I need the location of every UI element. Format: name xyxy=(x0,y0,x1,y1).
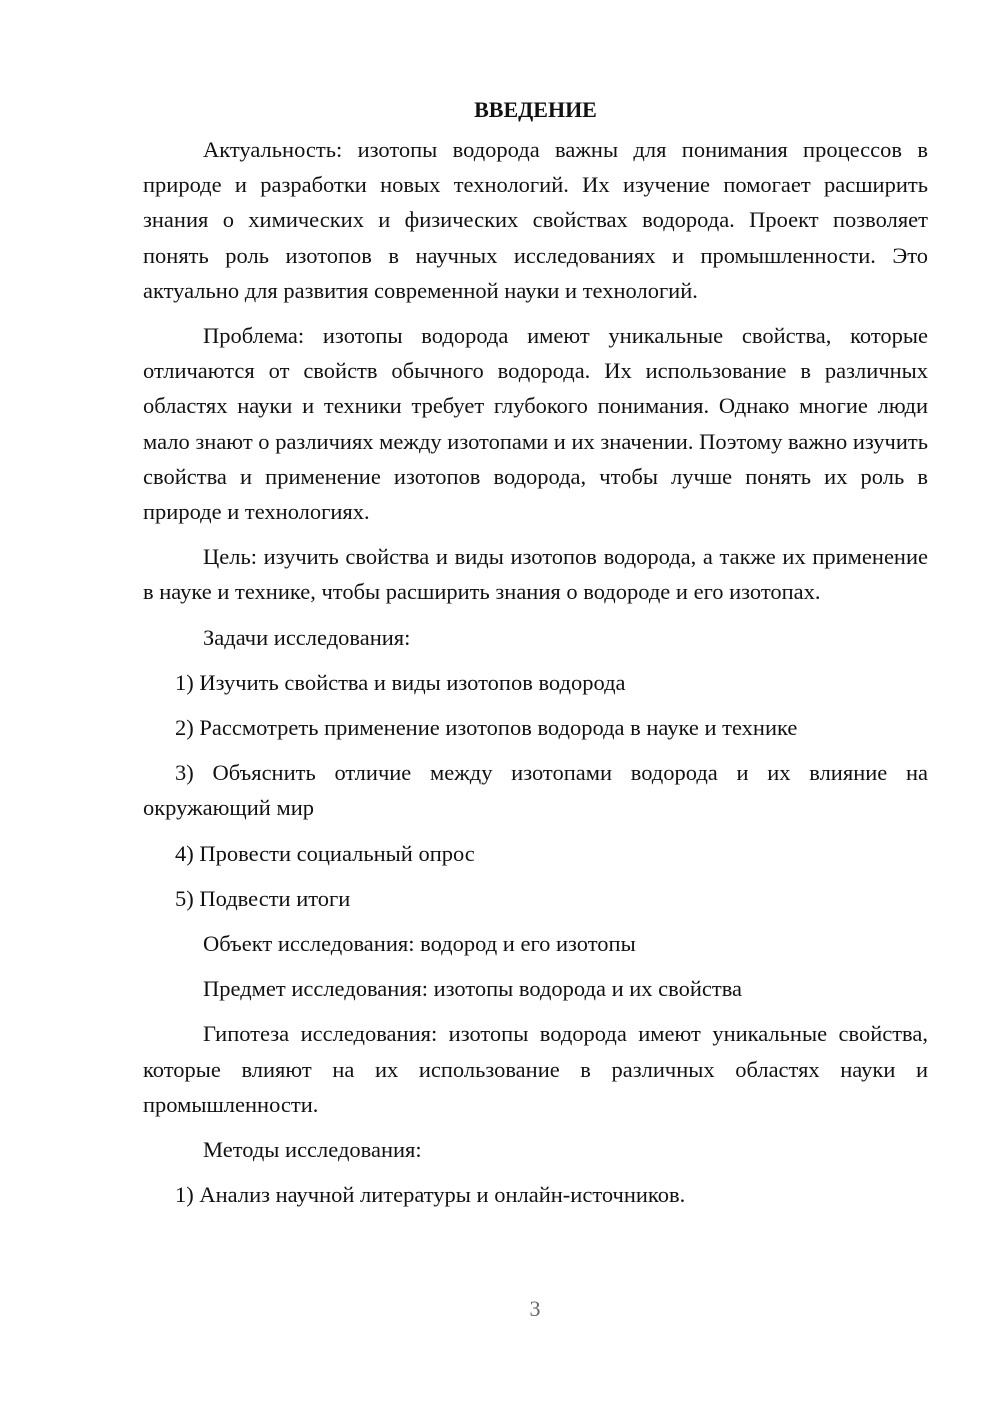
paragraph-tasks-heading: Задачи исследования: xyxy=(203,624,411,650)
task-item-4: 4) Провести социальный опрос xyxy=(175,840,475,866)
paragraph-object: Объект исследования: водород и его изотопы xyxy=(203,931,636,957)
task-item-1: 1) Изучить свойства и виды изотопов водорода xyxy=(175,669,626,695)
paragraph-goal: Цель: изучить свойства и виды изотопов водорода, а также их применение в науке и технике, чтобы расширить знания о водороде и его изотопах. xyxy=(143,544,928,605)
paragraph-subject: Предмет исследования: изотопы водорода и их свойства xyxy=(203,976,743,1002)
paragraph-relevance: Актуальность: изотопы водорода важны для понимания процессов в природе и разработки новых технологий. Их изучение помогает расширить знания о химических и физических свойствах водорода. Проект позволяет понять роль изотопов в научных исследованиях и промышленности. Это актуально для развития современной науки и технологий. xyxy=(143,137,928,303)
task-item-5: 5) Подвести итоги xyxy=(175,885,351,911)
paragraph-hypothesis: Гипотеза исследования: изотопы водорода имеют уникальные свойства, которые влияют на их использование в различных областях науки и промышленности. xyxy=(143,1021,928,1117)
page-number: 3 xyxy=(529,1296,541,1321)
paragraph-problem: Проблема: изотопы водорода имеют уникальные свойства, которые отличаются от свойств обычного водорода. Их использование в различных областях науки и техники требует глубокого понимания. Однако многие люди мало знают о различиях между изотопами и их значении. Поэтому важно изучить свойства и применение изотопов водорода, чтобы лучше понять их роль в природе и технологиях. xyxy=(143,323,928,525)
task-item-3: 3) Объяснить отличие между изотопами водорода и их влияние на окружающий мир xyxy=(143,760,928,821)
document-page xyxy=(143,92,928,1212)
paragraph-methods-heading: Методы исследования: xyxy=(203,1137,422,1163)
task-item-2: 2) Рассмотреть применение изотопов водорода в науке и технике xyxy=(175,715,798,741)
section-title: ВВЕДЕНИЕ xyxy=(474,97,597,122)
method-item-1: 1) Анализ научной литературы и онлайн-источников. xyxy=(175,1182,686,1208)
